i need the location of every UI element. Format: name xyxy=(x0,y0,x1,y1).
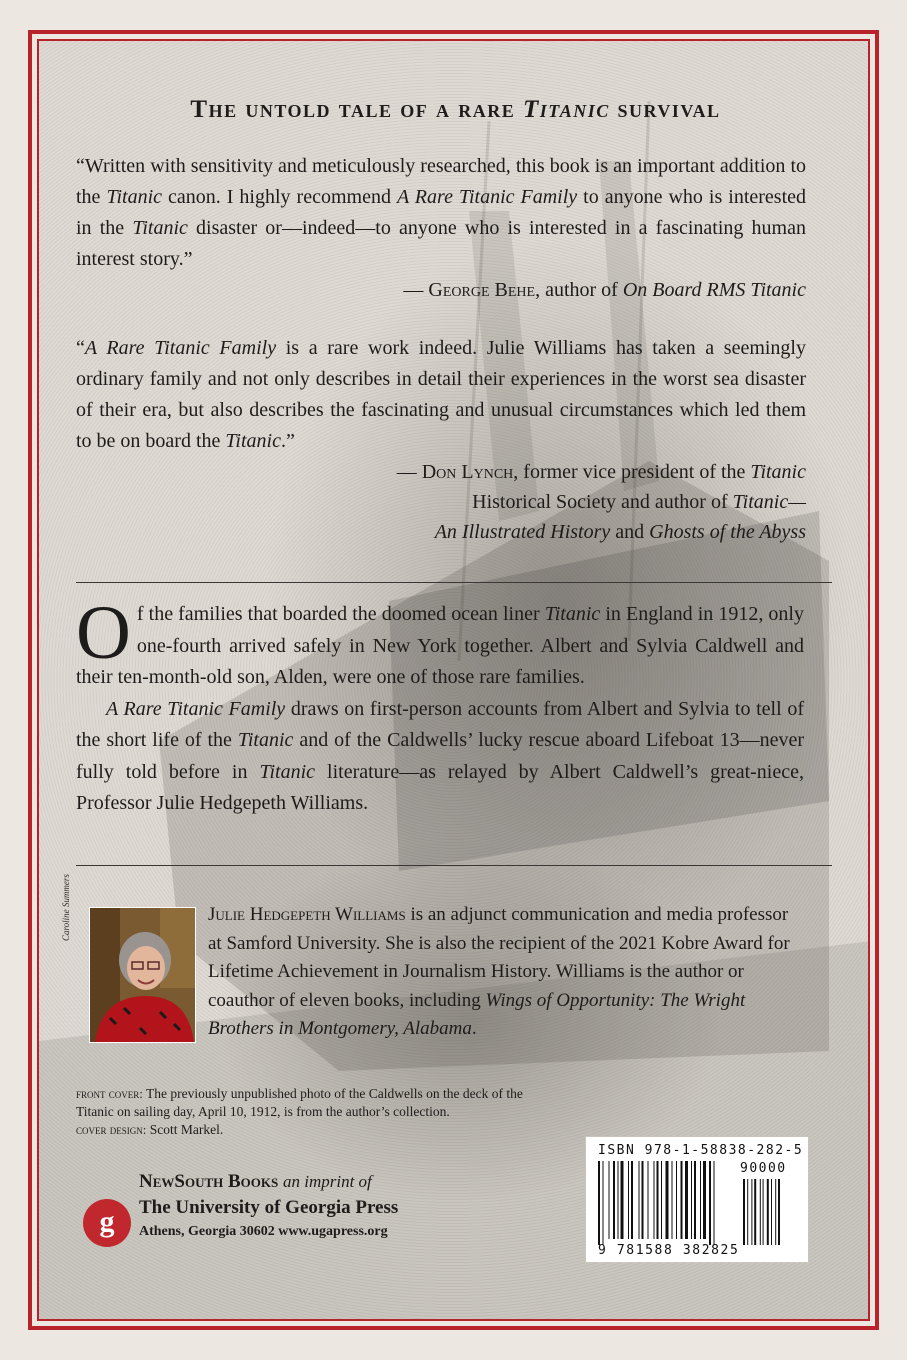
barcode-bar xyxy=(618,1161,619,1239)
barcode-bar xyxy=(609,1161,610,1239)
author-portrait-image xyxy=(90,908,195,1042)
barcode-bar xyxy=(631,1161,633,1239)
author-photo xyxy=(89,907,196,1043)
barcode-bar xyxy=(676,1161,677,1239)
book-description xyxy=(76,591,804,820)
quote-attribution-behe: — George Behe, author of On Board RMS Titanic xyxy=(403,279,806,301)
barcode-bar xyxy=(598,1161,600,1245)
cover-design-credit: cover design: Scott Markel. xyxy=(76,1122,224,1137)
barcode-addon-bar xyxy=(747,1179,748,1245)
barcode-digits: 9 781588 382825 xyxy=(598,1243,740,1258)
barcode-addon-bar xyxy=(775,1179,776,1245)
back-cover-panel xyxy=(37,39,870,1321)
barcode-addon-bar xyxy=(778,1179,780,1245)
quote-attribution-lynch: — Don Lynch, former vice president of the Titanic Historical Society and author of Titanic— An Illustrated History and Ghosts of the Abyss xyxy=(396,461,806,543)
barcode-bar xyxy=(657,1161,659,1239)
barcode-bar xyxy=(714,1161,715,1245)
publisher-address: Athens, Georgia 30602 www.ugapress.org xyxy=(139,1224,388,1239)
barcode-addon-bar xyxy=(767,1179,769,1245)
barcode-bar xyxy=(666,1161,669,1239)
barcode-bar xyxy=(613,1161,615,1239)
barcode-bar xyxy=(694,1161,696,1239)
photo-credit: Caroline Summers xyxy=(61,874,71,941)
barcode-bar xyxy=(648,1161,649,1239)
barcode-bar xyxy=(621,1161,624,1239)
barcode-bar xyxy=(642,1161,644,1239)
headline: The untold tale of a rare Titanic survival xyxy=(190,96,721,123)
barcode-bar xyxy=(639,1161,640,1239)
barcode-addon-bar xyxy=(743,1179,745,1245)
review-quote-lynch: “A Rare Titanic Family is a rare work indeed. Julie Williams has taken a seemingly ordinary family and not only describes in detail their experiences in the worst sea disaster of their era, but also describes the fascinating and unusual circumstances which led them to be on board the Titanic.” xyxy=(76,337,806,452)
divider-rule xyxy=(76,865,832,866)
barcode-bar xyxy=(603,1161,604,1245)
press-logo-letter: g xyxy=(99,1205,115,1238)
cover-credits xyxy=(76,1085,532,1139)
barcode-bar xyxy=(691,1161,692,1239)
isbn-barcode xyxy=(585,1136,809,1263)
divider-rule xyxy=(76,582,832,583)
author-bio: Julie Hedgepeth Williams is an adjunct communication and media professor at Samford University. She is also the recipient of the 2021 Kobre Award for Lifetime Achievement in Journalism History. Williams is the author or coauthor of eleven books, including Wings of Opportunity: The Wright Brothers in Montgomery, Alabama. xyxy=(208,904,790,1039)
barcode-bar xyxy=(709,1161,711,1245)
front-cover-credit: front cover: The previously unpublished photo of the Caldwells on the deck of the Titanic on sailing day, April 10, 1912, is from the author’s collection. xyxy=(76,1086,523,1119)
barcode-addon-number: 90000 xyxy=(740,1161,787,1176)
barcode-addon-bar xyxy=(751,1179,752,1245)
drop-cap: O xyxy=(76,591,131,675)
barcode-bar xyxy=(700,1161,701,1239)
barcode-bar xyxy=(628,1161,629,1239)
publisher-block xyxy=(81,1169,501,1249)
barcode-addon-bar xyxy=(760,1179,761,1245)
barcode-addon-bar xyxy=(771,1179,772,1245)
press-logo-icon xyxy=(81,1197,133,1249)
barcode-bar xyxy=(654,1161,655,1239)
barcode-bar xyxy=(672,1161,673,1239)
publisher-name: NewSouth Books an imprint of xyxy=(139,1171,372,1192)
description-paragraph: Of the families that boarded the doomed ocean liner Titanic in England in 1912, only one-fourth arrived safely in New York together. Albert and Sylvia Caldwell and their ten-month-old son, Alden, were one of those rare families. xyxy=(76,591,804,688)
description-paragraph: A Rare Titanic Family draws on first-person accounts from Albert and Sylvia to tell of the short life of the Titanic and of the Caldwells’ lucky rescue aboard Lifeboat 13—never fully told before in Titanic literature—as relayed by Albert Caldwell’s great-niece, Professor Julie Hedgepeth Williams. xyxy=(76,697,804,814)
barcode-bar xyxy=(685,1161,688,1239)
barcode-addon-bar xyxy=(754,1179,756,1245)
barcode-bar xyxy=(661,1161,662,1239)
barcode-addon-bar xyxy=(763,1179,764,1245)
isbn-label: ISBN 978-1-58838-282-5 xyxy=(598,1143,804,1158)
barcode-bar xyxy=(681,1161,683,1239)
review-quote-behe: “Written with sensitivity and meticulously researched, this book is an important addition to the Titanic canon. I highly recommend A Rare Titanic Family to anyone who is interested in the Titanic disaster or—indeed—to anyone who is interested in a fascinating human interest story.” xyxy=(76,155,807,270)
press-name: The University of Georgia Press xyxy=(139,1197,399,1218)
barcode-bar xyxy=(703,1161,706,1239)
